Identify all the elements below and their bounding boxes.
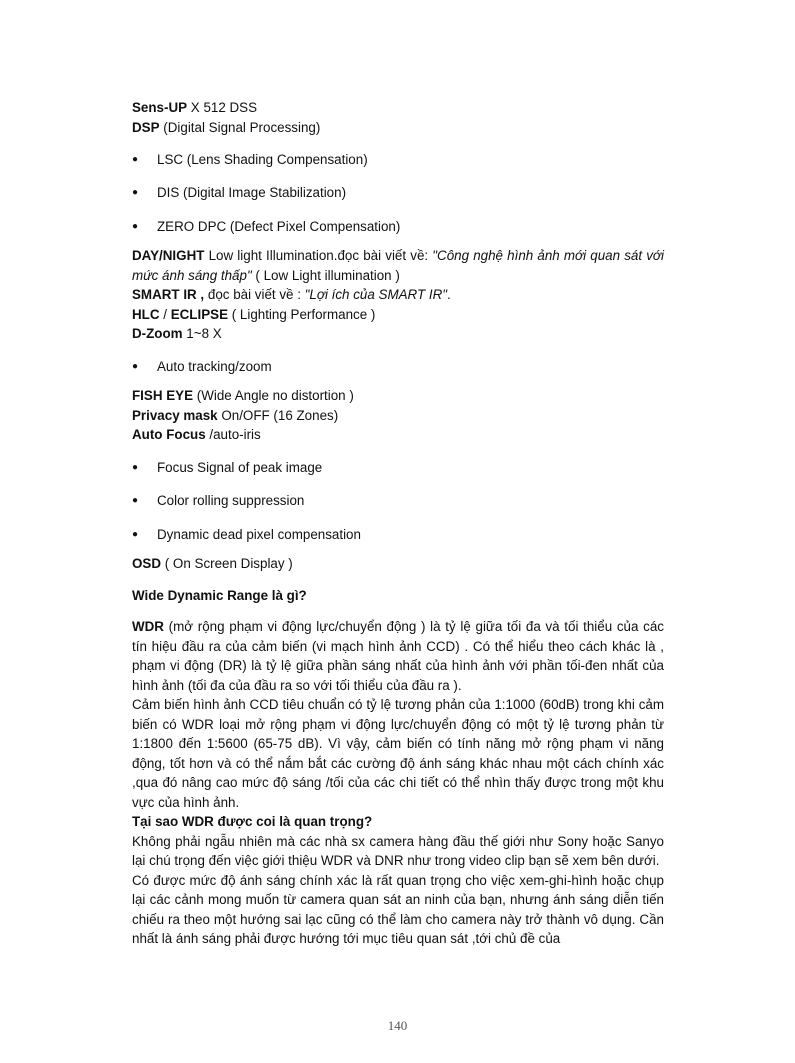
focus-bullet-list <box>132 458 664 544</box>
wdr-paragraph-1: WDR (mở rộng phạm vi động lực/chuyển động ) là tỷ lệ giữa tối đa và tối thiểu của các tín hiệu đầu ra của cảm biến (vi mạch hình ảnh CCD) . Có thể hiểu theo cách khác là , phạm vi động (DR) là tỷ lệ giữa phần sáng nhất của hình ảnh với phần tối-đen nhất của hình ảnh (tối đa của đầu ra so với tối thiểu của đầu ra ). <box>132 619 664 693</box>
article-link[interactable]: "Công nghệ hình ảnh mới quan sát <box>432 248 643 264</box>
spec-dsp: DSP (Digital Signal Processing) <box>132 119 321 135</box>
spec-hlc: HLC / ECLIPSE ( Lighting Performance ) <box>132 306 376 322</box>
bullet-icon: ● <box>132 220 139 232</box>
list-item: ● DIS (Digital Image Stabilization) <box>132 183 664 203</box>
document-body <box>132 98 664 949</box>
spec-auto-focus: Auto Focus /auto-iris <box>132 427 261 443</box>
bullet-icon: ● <box>132 154 139 165</box>
dsp-bullet-list <box>132 150 664 236</box>
list-item: ● Color rolling suppression <box>132 491 664 511</box>
list-item: ● LSC (Lens Shading Compensation) <box>132 150 664 170</box>
spec-smart-ir: SMART IR , đọc bài viết về : "Lợi ích của SMART IR". <box>132 287 451 303</box>
list-item: ● ZERO DPC (Defect Pixel Compensation) <box>132 217 664 237</box>
spec-d-zoom: D-Zoom 1~8 X <box>132 326 222 342</box>
spec-privacy-mask: Privacy mask On/OFF (16 Zones) <box>132 407 339 423</box>
why-paragraph-1: Không phải ngẫu nhiên mà các nhà sx camera hàng đầu thế giới như Sony hoặc Sanyo lại chú trọng đến việc giới thiệu WDR và DNR như trong video clip bạn sẽ xem bên dưới. <box>132 833 664 869</box>
wdr-paragraph-2: Cảm biến hình ảnh CCD tiêu chuẩn có tỷ lệ tương phản của 1:1000 (60dB) trong khi cảm biến có WDR loại mở rộng phạm vi động lực/chuyển động có một tỷ lệ tương phản từ 1:1800 đến 1:5600 (65-75 dB). Vì vậy, cảm biến có tính năng mở rộng phạm vi năng động, tốt hơn và có thể nắm bắt các cường độ ánh sáng khác nhau một cách chính xác ,qua đó nâng cao mức độ sáng /tối của các chi tiết có thể nhìn thấy được trong một khu vực của hình ảnh. <box>132 697 664 810</box>
spacer <box>132 605 664 617</box>
spacer <box>132 574 664 586</box>
bullet-icon: ● <box>132 461 139 473</box>
bullet-icon: ● <box>132 528 139 540</box>
spec-fish-eye: FISH EYE (Wide Angle no distortion ) <box>132 388 354 404</box>
spec-osd: OSD ( On Screen Display ) <box>132 556 293 572</box>
smart-ir-link[interactable]: "Lợi ích của SMART IR" <box>304 287 448 303</box>
heading-why-wdr: Tại sao WDR được coi là quan trọng? <box>132 814 373 830</box>
bullet-icon: ● <box>132 495 139 507</box>
list-item: ● Auto tracking/zoom <box>132 357 664 377</box>
spec-sens-up: Sens-UP X 512 DSS <box>132 100 258 115</box>
zoom-bullet-list <box>132 357 664 377</box>
bullet-icon: ● <box>132 360 139 372</box>
list-item: ● Focus Signal of peak image <box>132 458 664 478</box>
heading-wdr: Wide Dynamic Range là gì? <box>132 587 307 603</box>
page-number: 140 <box>387 1018 408 1033</box>
article-link-cont[interactable]: với mức ánh sáng thấp" <box>132 248 664 283</box>
why-paragraph-2: Có được mức độ ánh sáng chính xác là rất quan trọng cho việc xem-ghi-hình hoặc chụp lại các cảnh mong muốn từ camera quan sát an ninh của bạn, nhưng ánh sáng diễn tiến chiếu ra theo một hướng sai lạc cũng có thể làm cho camera này trở thành vô dụng. Cần nhất là ánh sáng phải được hướng tới mục tiêu quan sát ,tới chủ đề của <box>132 872 664 947</box>
spec-day-night: DAY/NIGHT Low light Illumination.đọc bài viết về: "Công nghệ hình ảnh mới quan sát với mức ánh sáng thấp" ( Low Light illumination ) <box>132 248 664 283</box>
list-item: ● Dynamic dead pixel compensation <box>132 525 664 545</box>
bullet-icon: ● <box>132 187 139 199</box>
